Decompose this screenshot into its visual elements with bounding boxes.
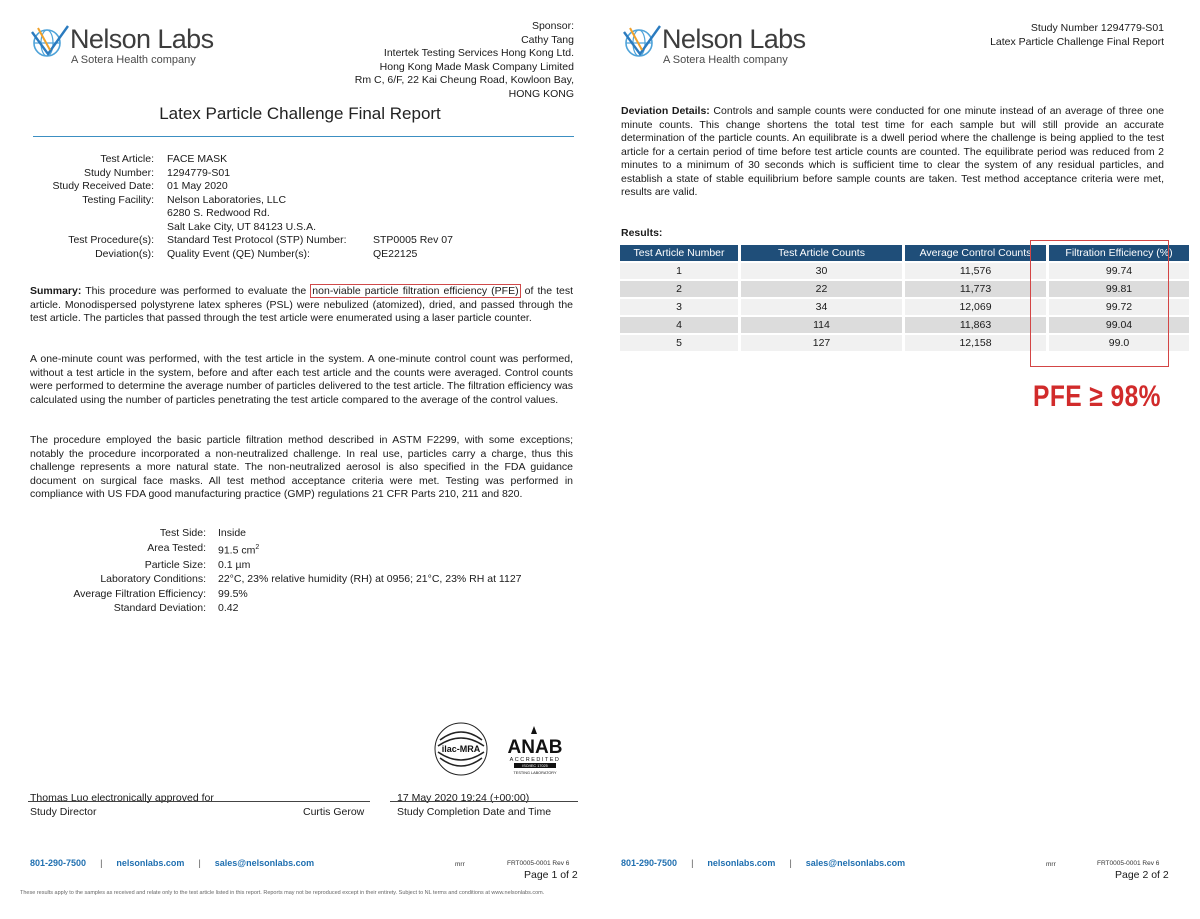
cell-article-counts: 127 xyxy=(741,335,902,351)
detail-value: 6280 S. Redwood Rd. xyxy=(167,207,270,219)
param-value: 99.5% xyxy=(218,587,248,600)
anab-lab-text: TESTING LABORATORY xyxy=(513,771,557,775)
cell-filtration-efficiency: 99.72 xyxy=(1049,299,1189,315)
procedure-paragraph: The procedure employed the basic particle filtration method described in ASTM F2299, with some exceptions; notably the procedure incorporated a non-neutralized challenge. In real use, particles carry a charge, thus this challenge represents a more natural state. The non-neutralized aerosol is also specified in the FDA guidance document on surgical face masks. All test method acceptance criteria were met. Testing was performed in compliance with US FDA good manufacturing practice (GMP) regulations 21 CFR Parts 210, 211 and 820. xyxy=(30,434,573,500)
detail-value: FACE MASK xyxy=(167,153,228,165)
param-average-efficiency xyxy=(30,587,522,602)
sponsor-line: Sponsor: xyxy=(531,20,574,32)
detail-label: Study Number: xyxy=(83,166,154,179)
detail-value: Nelson Laboratories, LLC xyxy=(167,193,287,206)
footer-phone[interactable]: 801-290-7500 xyxy=(30,858,87,868)
nelson-labs-logo xyxy=(622,22,822,72)
nelson-labs-logo xyxy=(30,22,230,72)
cell-article-number: 3 xyxy=(620,299,738,315)
page-footer: 801-290-7500 | nelsonlabs.com | sales@nelsonlabs.com xyxy=(621,858,906,868)
footer-phone[interactable]: 801-290-7500 xyxy=(621,858,678,868)
detail-facility-line xyxy=(20,221,347,235)
detail-deviation xyxy=(20,247,418,262)
param-value: 22°C, 23% relative humidity (RH) at 0956; 21°C, 23% RH at 1127 xyxy=(218,573,522,585)
deviation-label: Deviation Details: xyxy=(621,105,710,117)
logo-name: Nelson Labs xyxy=(70,24,214,54)
col-header-article-number: Test Article Number xyxy=(620,245,738,261)
cell-article-counts: 22 xyxy=(741,281,902,297)
logo-tagline: A Sotera Health company xyxy=(71,54,196,66)
detail-label: Test Article: xyxy=(100,153,154,165)
detail-value: 1294779-S01 xyxy=(167,166,231,179)
cell-control-counts: 12,158 xyxy=(905,335,1046,351)
detail-test-procedure xyxy=(20,234,453,248)
approval-text: Thomas Luo electronically approved for xyxy=(30,792,214,804)
footer-initials: mrr xyxy=(455,861,465,868)
col-header-filtration-efficiency: Filtration Efficiency (%) xyxy=(1049,245,1189,261)
param-particle-size xyxy=(30,558,522,573)
cell-control-counts: 11,576 xyxy=(905,263,1046,279)
sponsor-line: Cathy Tang xyxy=(521,33,574,46)
footer-website-link[interactable]: nelsonlabs.com xyxy=(707,858,776,868)
param-lab-conditions xyxy=(30,572,522,587)
detail-value: 01 May 2020 xyxy=(167,180,228,192)
page2-study-number: Study Number 1294779-S01 xyxy=(1030,22,1164,34)
detail-value: Quality Event (QE) Number(s): xyxy=(167,247,310,260)
date-line xyxy=(390,801,578,802)
col-header-article-counts: Test Article Counts xyxy=(741,245,902,261)
sponsor-line: Intertek Testing Services Hong Kong Ltd. xyxy=(383,47,574,59)
footer-email-link[interactable]: sales@nelsonlabs.com xyxy=(214,858,315,868)
param-label: Area Tested: xyxy=(147,541,206,554)
summary-label: Summary: xyxy=(30,285,82,297)
summary-text: This procedure was performed to evaluate the xyxy=(81,285,311,297)
detail-value: Standard Test Protocol (STP) Number: xyxy=(167,234,347,246)
cell-filtration-efficiency: 99.74 xyxy=(1049,263,1189,279)
page2-report-title: Latex Particle Challenge Final Report xyxy=(990,35,1164,48)
sponsor-line: Hong Kong Made Mask Company Limited xyxy=(379,60,574,73)
detail-value-secondary: STP0005 Rev 07 xyxy=(373,234,453,246)
cell-article-number: 5 xyxy=(620,335,738,351)
param-label: Standard Deviation: xyxy=(113,602,206,614)
param-label: Average Filtration Efficiency: xyxy=(73,587,206,600)
cell-filtration-efficiency: 99.81 xyxy=(1049,281,1189,297)
method-paragraph: A one-minute count was performed, with the test article in the system. A one-minute control count was performed, without a test article in the system, before and after each test article and the counts were averaged. Control counts were performed to determine the average number of particles delivered to the test article. The filtration efficiency was calculated using the number of particles penetrating the test article compared to the average of the control values. xyxy=(30,353,573,406)
study-director-name: Curtis Gerow xyxy=(303,806,365,818)
detail-value-secondary: QE22125 xyxy=(373,247,418,260)
deviation-details xyxy=(621,105,1164,200)
logo-name: Nelson Labs xyxy=(662,24,806,54)
param-label: Laboratory Conditions: xyxy=(100,573,206,585)
page-footer: 801-290-7500 | nelsonlabs.com | sales@nelsonlabs.com xyxy=(30,858,315,868)
cell-filtration-efficiency: 99.04 xyxy=(1049,317,1189,333)
detail-value: Salt Lake City, UT 84123 U.S.A. xyxy=(167,220,317,233)
cell-control-counts: 11,773 xyxy=(905,281,1046,297)
footer-form-rev: FRT0005-0001 Rev 6 xyxy=(507,860,570,867)
detail-label: Test Procedure(s): xyxy=(68,234,154,246)
detail-facility-line xyxy=(20,207,347,221)
sponsor-line: HONG KONG xyxy=(508,87,574,100)
completion-date: 17 May 2020 19:24 (+00:00) xyxy=(397,792,530,804)
page2-header xyxy=(990,22,1164,49)
cell-article-number: 4 xyxy=(620,317,738,333)
test-parameters xyxy=(30,526,522,616)
footer-initials: mrr xyxy=(1046,861,1056,868)
cell-control-counts: 12,069 xyxy=(905,299,1046,315)
summary-paragraph xyxy=(30,285,573,326)
detail-test-article xyxy=(20,153,347,167)
title-divider xyxy=(33,136,574,137)
report-page-2 xyxy=(600,0,1200,919)
ilac-text: ilac-MRA xyxy=(441,744,481,754)
study-details xyxy=(20,153,453,261)
anab-iso-text: ISO/IEC 17025 xyxy=(522,764,548,768)
deviation-text: Controls and sample counts were conducted for one minute instead of an average of three one minute counts. This change shortens the total test time for each sample but will still provide an accurate determination of the particle counts. An equilibrate is a dwell period where the challenge is being applied to the test article for a certain period of time before test article counts are counted. The equilibrate period was reduced from 2 minutes to a minimum of 30 seconds which is sufficient time to clear the system of any residual particles, and establish a state of stable equilibrium before sample counts are taken. Test method acceptance criteria were met, results are valid. xyxy=(621,105,1164,198)
pfe-annotation: PFE ≥ 98% xyxy=(1033,380,1161,413)
cell-filtration-efficiency: 99.0 xyxy=(1049,335,1189,351)
cell-article-counts: 30 xyxy=(741,263,902,279)
detail-study-received xyxy=(20,180,347,194)
page-number: Page 1 of 2 xyxy=(524,869,578,881)
sponsor-line: Rm C, 6/F, 22 Kai Cheung Road, Kowloon Bay, xyxy=(354,74,574,86)
efficiency-highlight-box xyxy=(1030,240,1169,367)
footer-disclaimer: These results apply to the samples as received and relate only to the test article listed in this report. Reports may not be reproduced except in their entirety. Subject to NL terms and conditions at www.nelsonlabs.com. xyxy=(20,890,545,896)
report-title: Latex Particle Challenge Final Report xyxy=(159,104,441,123)
param-test-side xyxy=(30,526,522,541)
anab-text: ANAB xyxy=(507,737,563,758)
results-label: Results: xyxy=(621,227,663,239)
sponsor-block xyxy=(355,20,574,101)
param-value: Inside xyxy=(218,527,247,539)
cell-article-counts: 34 xyxy=(741,299,902,315)
signature-line xyxy=(28,801,370,802)
ilac-mra-seal xyxy=(432,720,490,778)
page-number: Page 2 of 2 xyxy=(1115,869,1169,881)
cell-control-counts: 11,863 xyxy=(905,317,1046,333)
completion-date-label: Study Completion Date and Time xyxy=(397,806,552,818)
cell-article-number: 2 xyxy=(620,281,738,297)
logo-tagline: A Sotera Health company xyxy=(663,54,788,66)
param-standard-deviation xyxy=(30,601,522,616)
study-director-label: Study Director xyxy=(30,806,97,818)
nelson-labs-globe-icon xyxy=(30,22,70,62)
detail-label: Testing Facility: xyxy=(82,193,154,206)
detail-testing-facility xyxy=(20,194,347,208)
nelson-labs-globe-icon xyxy=(622,22,662,62)
detail-label: Study Received Date: xyxy=(52,180,154,192)
footer-website-link[interactable]: nelsonlabs.com xyxy=(116,858,185,868)
detail-study-number xyxy=(20,167,347,181)
pfe-highlight: non-viable particle filtration efficiency (PFE) xyxy=(312,285,519,297)
detail-label: Deviation(s): xyxy=(95,247,154,260)
param-label: Particle Size: xyxy=(144,558,206,571)
param-area-tested xyxy=(30,541,522,558)
cell-article-number: 1 xyxy=(620,263,738,279)
anab-accredited-text: ACCREDITED xyxy=(509,757,561,763)
cell-article-counts: 114 xyxy=(741,317,902,333)
col-header-control-counts: Average Control Counts xyxy=(905,245,1046,261)
footer-form-rev: FRT0005-0001 Rev 6 xyxy=(1097,860,1160,867)
param-value: 0.42 xyxy=(218,602,239,614)
footer-email-link[interactable]: sales@nelsonlabs.com xyxy=(805,858,906,868)
param-value: 0.1 µm xyxy=(218,558,251,571)
param-label: Test Side: xyxy=(159,527,206,539)
param-value: 91.5 $cm^2$ xyxy=(218,543,260,556)
anab-accredited-seal xyxy=(496,724,574,776)
summary-text: of the test article. Monodispersed polystyrene latex spheres (PSL) were nebulized (atomized), dried, and passed through the test article. The particles that passed through the test article were enumerated using a laser particle counter. xyxy=(30,285,574,324)
